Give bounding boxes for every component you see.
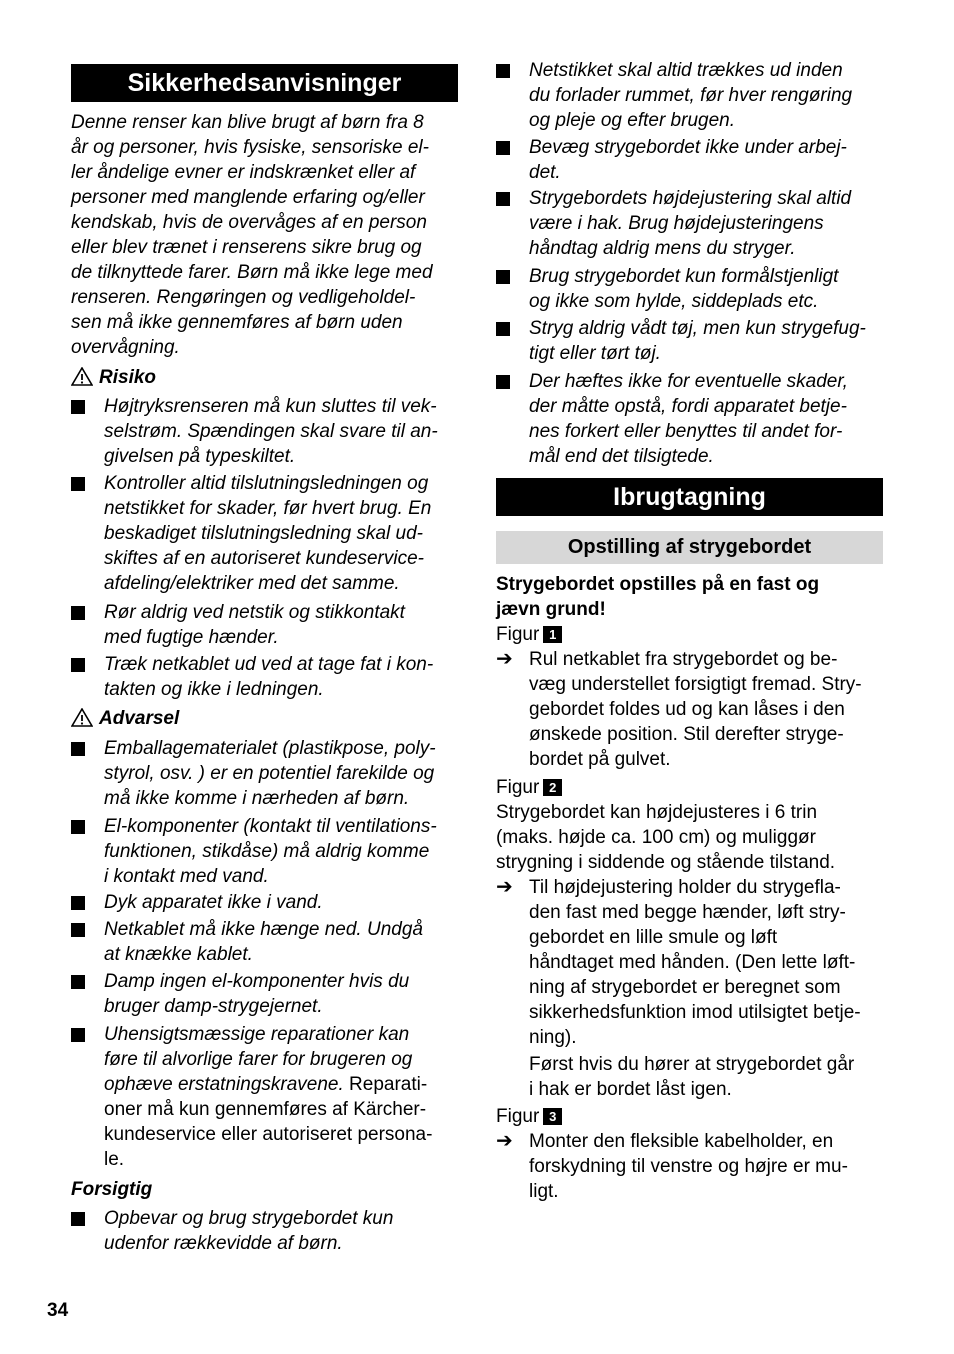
list-item xyxy=(104,1022,466,1172)
square-bullet-icon xyxy=(496,141,510,155)
list-item xyxy=(104,814,466,889)
text-line: Kontroller altid tilslutningsledningen og xyxy=(104,473,429,494)
text-line: personer med manglende erfaring og/eller xyxy=(71,187,425,208)
text-line: strygning i siddende og stående tilstand. xyxy=(496,852,836,873)
list-item xyxy=(104,890,466,915)
list-item xyxy=(529,316,891,366)
text-line: renseren. Rengøringen og vedligeholdel- xyxy=(71,287,416,308)
text-line: overvågning. xyxy=(71,337,180,358)
text-line: styrol, osv. ) er en potentiel farekilde og xyxy=(104,763,435,784)
square-bullet-icon xyxy=(71,1212,85,1226)
text-line: der måtte opstå, fordi apparatet betje- xyxy=(529,396,847,417)
text-line: i kontakt med vand. xyxy=(104,866,269,887)
figur-label: Figur xyxy=(496,1106,540,1127)
text-line: El-komponenter (kontakt til ventilations- xyxy=(104,816,437,837)
arrow-right-icon: ➔ xyxy=(496,1130,513,1152)
text-line: givelsen på typeskiltet. xyxy=(104,446,296,467)
text-line: Til højdejustering holder du strygefla- xyxy=(529,877,841,898)
figure-number-badge: 1 xyxy=(543,626,562,643)
text-line xyxy=(104,1072,466,1097)
text-line: tigt eller tørt tøj. xyxy=(529,343,661,364)
text-line: Opbevar og brug strygebordet kun xyxy=(104,1208,394,1229)
text-line: selstrøm. Spændingen skal svare til an- xyxy=(104,421,438,442)
square-bullet-icon xyxy=(71,606,85,620)
text-line: det. xyxy=(529,162,561,183)
text-line: mål end det tilsigtede. xyxy=(529,446,714,467)
text-line xyxy=(104,1047,466,1072)
text-line: væg understellet forsigtigt fremad. Stry- xyxy=(529,674,862,695)
list-item xyxy=(529,264,891,314)
square-bullet-icon xyxy=(71,400,85,414)
text-line: Dyk apparatet ikke i vand. xyxy=(104,892,323,913)
text-line: Denne renser kan blive brugt af børn fra 8 xyxy=(71,112,424,133)
text-line: Højtryksrenseren må kun sluttes til vek- xyxy=(104,396,437,417)
warning-triangle-icon xyxy=(71,708,93,727)
text-line: Brug strygebordet kun formålstjenligt xyxy=(529,266,839,287)
figur-label: Figur xyxy=(496,624,540,645)
arrow-right-icon: ➔ xyxy=(496,648,513,670)
text-line: håndtaget med hånden. (Den lette løft- xyxy=(529,952,856,973)
text-line: ning). xyxy=(529,1027,577,1048)
text-line: (maks. højde ca. 100 cm) og muliggør xyxy=(496,827,816,848)
list-item xyxy=(529,369,891,469)
text-line: udenfor rækkevidde af børn. xyxy=(104,1233,343,1254)
text-line: beskadiget tilslutningsledning skal ud- xyxy=(104,523,423,544)
advarsel-label: Advarsel xyxy=(99,708,180,729)
text-line: Damp ingen el-komponenter hvis du xyxy=(104,971,410,992)
list-item xyxy=(529,186,891,261)
intro-paragraph xyxy=(71,110,461,360)
square-bullet-icon xyxy=(496,270,510,284)
upright-text: Reparati- xyxy=(343,1074,428,1095)
text-line: Rør aldrig ved netstik og stikkontakt xyxy=(104,602,405,623)
text-line: funktionen, stikdåse) må aldrig komme xyxy=(104,841,430,862)
text-line: Bevæg strygebordet ikke under arbej- xyxy=(529,137,847,158)
text-line: oner må kun gennemføres af Kärcher- xyxy=(104,1099,427,1120)
text-line: netstikket for skader, før hvert brug. En xyxy=(104,498,432,519)
italic-text: Uhensigtsmæssige reparationer kan xyxy=(104,1024,410,1045)
text-line: skiftes af en autoriseret kundeservice- xyxy=(104,548,424,569)
text-line: sikkerhedsfunktion imod utilsigtet betje- xyxy=(529,1002,861,1023)
advarsel-heading xyxy=(71,706,179,731)
square-bullet-icon xyxy=(496,322,510,336)
text-line: bruger damp-strygejernet. xyxy=(104,996,323,1017)
list-item xyxy=(529,135,891,185)
text-line: Rul netkablet fra strygebordet og be- xyxy=(529,649,838,670)
text-line: afdeling/elektriker med det samme. xyxy=(104,573,400,594)
text-line: Netstikket skal altid trækkes ud inden xyxy=(529,60,843,81)
text-line: nes forkert eller benyttes til andet for- xyxy=(529,421,843,442)
square-bullet-icon xyxy=(496,375,510,389)
text-line: Træk netkablet ud ved at tage fat i kon- xyxy=(104,654,434,675)
square-bullet-icon xyxy=(496,192,510,206)
height-paragraph xyxy=(496,800,886,875)
page-number: 34 xyxy=(47,1300,69,1321)
text-line: eller blev trænet i renserens sikre brug og xyxy=(71,237,422,258)
text-line: ligt. xyxy=(529,1181,559,1202)
text-line: jævn grund! xyxy=(496,599,606,620)
forsigtig-heading: Forsigtig xyxy=(71,1179,153,1200)
text-line: forskydning til venstre og højre er mu- xyxy=(529,1156,848,1177)
text-line: Strygebordets højdejustering skal altid xyxy=(529,188,852,209)
text-line: gebordet en lille smule og løft xyxy=(529,927,778,948)
list-item xyxy=(104,652,466,702)
text-line: og ikke som hylde, siddeplads etc. xyxy=(529,291,819,312)
text-line: ning af strygebordet er beregnet som xyxy=(529,977,841,998)
risiko-heading xyxy=(71,365,156,390)
step-2 xyxy=(529,875,889,1050)
text-line: du forlader rummet, før hver rengøring xyxy=(529,85,853,106)
text-line: Først hvis du hører at strygebordet går xyxy=(529,1054,855,1075)
list-item xyxy=(529,58,891,133)
subsection-heading: Opstilling af strygebordet xyxy=(496,531,883,564)
square-bullet-icon xyxy=(71,477,85,491)
italic-text: føre til alvorlige farer for brugeren og xyxy=(104,1049,413,1070)
list-item xyxy=(104,917,466,967)
text-line: Der hæftes ikke for eventuelle skader, xyxy=(529,371,848,392)
text-line: kendskab, hvis de overvåges af en person xyxy=(71,212,427,233)
warning-triangle-icon xyxy=(71,367,93,386)
square-bullet-icon xyxy=(71,896,85,910)
step-3 xyxy=(529,1129,889,1204)
text-line: Monter den fleksible kabelholder, en xyxy=(529,1131,834,1152)
text-line: gebordet foldes ud og kan låses i den xyxy=(529,699,845,720)
figure-number-badge: 2 xyxy=(543,779,562,796)
text-line: Netkablet må ikke hænge ned. Undgå xyxy=(104,919,423,940)
figur-2-ref xyxy=(496,775,562,800)
section-heading-safety: Sikkerhedsanvisninger xyxy=(71,64,458,102)
list-item xyxy=(104,600,466,650)
square-bullet-icon xyxy=(71,820,85,834)
step-1 xyxy=(529,647,889,772)
square-bullet-icon xyxy=(71,1028,85,1042)
text-line: håndtag aldrig mens du stryger. xyxy=(529,238,796,259)
text-line: må ikke komme i nærheden af børn. xyxy=(104,788,410,809)
text-line: og pleje og efter brugen. xyxy=(529,110,735,131)
step-2-note xyxy=(529,1052,889,1102)
text-line: bordet på gulvet. xyxy=(529,749,671,770)
list-item xyxy=(104,471,466,596)
text-line: sen må ikke gennemføres af børn uden xyxy=(71,312,403,333)
list-item xyxy=(104,969,466,1019)
list-item xyxy=(104,394,466,469)
text-line: takten og ikke i ledningen. xyxy=(104,679,324,700)
italic-text: ophæve erstatningskravene. xyxy=(104,1074,344,1095)
risiko-label: Risiko xyxy=(99,367,157,388)
figure-number-badge: 3 xyxy=(543,1108,562,1125)
text-line: den fast med begge hænder, løft stry- xyxy=(529,902,846,923)
square-bullet-icon xyxy=(71,658,85,672)
figur-label: Figur xyxy=(496,777,540,798)
figur-1-ref xyxy=(496,622,562,647)
text-line: være i hak. Brug højdejusteringens xyxy=(529,213,824,234)
text-line: le. xyxy=(104,1149,125,1170)
text-line xyxy=(104,1022,466,1047)
text-line: Strygebordet opstilles på en fast og xyxy=(496,574,820,595)
square-bullet-icon xyxy=(71,923,85,937)
square-bullet-icon xyxy=(496,64,510,78)
section-heading-ibrugtagning: Ibrugtagning xyxy=(496,478,883,516)
figur-3-ref xyxy=(496,1104,562,1129)
text-line: kundeservice eller autoriseret persona- xyxy=(104,1124,433,1145)
text-line: ønskede position. Stil derefter stryge- xyxy=(529,724,844,745)
arrow-right-icon: ➔ xyxy=(496,876,513,898)
list-item xyxy=(104,1206,466,1256)
text-line: at knække kablet. xyxy=(104,944,253,965)
bold-note xyxy=(496,572,886,622)
text-line: år og personer, hvis fysiske, sensoriske el- xyxy=(71,137,429,158)
text-line: de tilknyttede farer. Børn må ikke lege med xyxy=(71,262,433,283)
text-line: Strygebordet kan højdejusteres i 6 trin xyxy=(496,802,818,823)
text-line: med fugtige hænder. xyxy=(104,627,279,648)
list-item xyxy=(104,736,466,811)
square-bullet-icon xyxy=(71,742,85,756)
text-line: i hak er bordet låst igen. xyxy=(529,1079,732,1100)
text-line: ler åndelige evner er indskrænket eller af xyxy=(71,162,416,183)
text-line: Emballagematerialet (plastikpose, poly- xyxy=(104,738,436,759)
text-line: Stryg aldrig vådt tøj, men kun strygefug- xyxy=(529,318,866,339)
square-bullet-icon xyxy=(71,975,85,989)
